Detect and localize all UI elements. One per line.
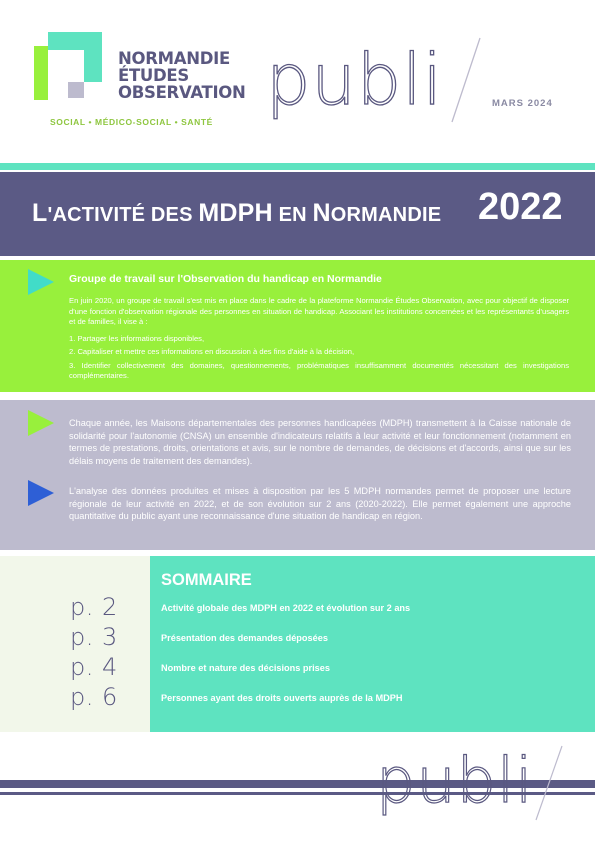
group-intro: En juin 2020, un groupe de travail s'est mis en place dans le cadre de la plateforme Normandie Études Observation, avec pour objectif de disposer d'une fonction d'observation régionale des personnes en situation de handicap. Associant les institutions concernées et les représentants d'usagers et de familles, il vise à : xyxy=(69,296,569,326)
title-year: 2022 xyxy=(478,186,563,228)
group-item: 3. Identifier collectivement des domaines, questionnements, problématiques insuffisamment documentés nécessitant des investigations complémentaires. xyxy=(69,360,569,380)
title-part-2: EN xyxy=(272,204,313,226)
sommaire-page-number: p. 3 xyxy=(70,623,118,651)
context-paragraph-2: L'analyse des données produites et mises à disposition par les 5 MDPH normandes permet de proposer une lecture régionale de leur activité en 2022, et de son évolution sur 2 ans (2020-2022). Elle permet également une approche quantitative du public ayant une reconnaissance d'une situation de handicap en région. xyxy=(69,486,571,521)
publi-slash-bottom xyxy=(536,746,562,820)
play-triangle-icon xyxy=(28,410,54,436)
sommaire-page-number: p. 6 xyxy=(70,683,118,711)
publi-wordmark-bottom xyxy=(376,740,576,824)
sommaire-page-number: p. 4 xyxy=(70,653,118,681)
brand-tagline: SOCIAL • MÉDICO-SOCIAL • SANTÉ xyxy=(50,117,213,127)
context-paragraph-1: Chaque année, les Maisons départementales des personnes handicapées (MDPH) transmettent à la Caisse nationale de solidarité pour l'autonomie (CNSA) un ensemble d'indicateurs relatifs à leur activité et leur fonctionnement (notamment en termes de prestations, droits, orientations et avis, sur le nombre de demandes, de décisions et d'accords, ainsi que sur les délais moyens de traitement des demandes). xyxy=(69,418,571,466)
publi-wordmark-top-text: publi xyxy=(266,39,444,121)
title-part-1: 'ACTIVITÉ DES xyxy=(47,204,199,226)
brand-line-2: ÉTUDES xyxy=(118,66,189,85)
sommaire-page-number: p. 2 xyxy=(70,593,118,621)
group-item: 2. Capitaliser et mettre ces informations en discussion à des fins d'aide à la décision, xyxy=(69,347,355,356)
title-part-3: ORMANDIE xyxy=(330,204,442,226)
title-cap-1: L xyxy=(32,199,48,227)
publi-wordmark-top xyxy=(266,36,496,126)
sommaire-link[interactable]: Nombre et nature des décisions prises xyxy=(161,663,331,673)
sommaire-link[interactable]: Activité globale des MDPH en 2022 et évolution sur 2 ans xyxy=(161,603,411,613)
page-title xyxy=(32,199,441,228)
brand-line-1: NORMANDIE xyxy=(118,49,230,68)
sommaire-link[interactable]: Présentation des demandes déposées xyxy=(161,633,328,643)
group-heading: Groupe de travail sur l'Observation du handicap en Normandie xyxy=(69,273,382,285)
brand-name xyxy=(118,50,246,101)
play-triangle-icon xyxy=(28,269,54,295)
publi-wordmark-bottom-text: publi xyxy=(376,744,534,817)
title-acronym: MDPH xyxy=(198,199,273,227)
play-triangle-icon xyxy=(28,480,54,506)
brand-logo-mark xyxy=(34,32,102,100)
group-body xyxy=(69,296,569,385)
sommaire-heading: SOMMAIRE xyxy=(161,571,252,589)
brand-line-3: OBSERVATION xyxy=(118,83,246,102)
title-accent-line xyxy=(0,163,595,170)
title-cap-2: N xyxy=(312,199,331,227)
group-item: 1. Partager les informations disponibles, xyxy=(69,333,205,343)
publi-slash-top xyxy=(452,38,480,122)
sommaire-link[interactable]: Personnes ayant des droits ouverts auprès de la MDPH xyxy=(161,693,403,703)
publication-date: MARS 2024 xyxy=(492,98,553,109)
